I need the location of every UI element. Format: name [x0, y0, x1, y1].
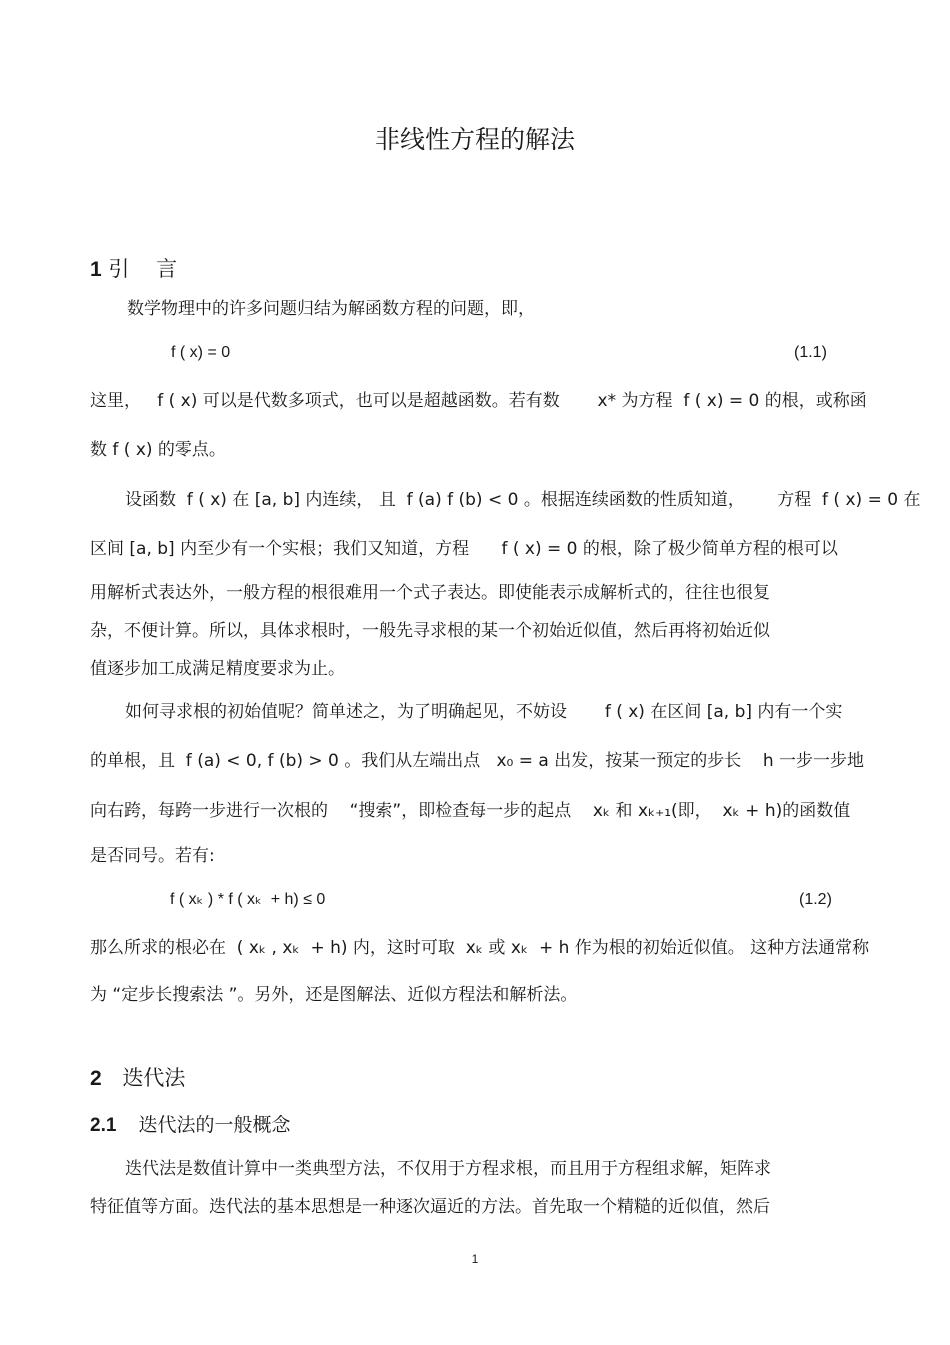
paragraph-line: 如何寻求根的初始值呢？简单述之，为了明确起见，不妨设 f ( x) 在区间 [a, b] 内有一个实 — [125, 702, 843, 722]
section-2-number: 2 — [90, 1067, 102, 1090]
paragraph-line: 特征值等方面。迭代法的基本思想是一种逐次逼近的方法。首先取一个精糙的近似值，然后 — [90, 1197, 770, 1217]
paragraph-line: 数学物理中的许多问题归结为解函数方程的问题，即， — [127, 299, 535, 319]
equation-1-number: (1.1) — [794, 344, 827, 361]
subsection-2-1-title: 迭代法的一般概念 — [138, 1114, 291, 1136]
section-2-title: 迭代法 — [122, 1066, 186, 1090]
paragraph-line: 设函数 f ( x) 在 [a, b] 内连续， 且 f (a) f (b) < 0 。根据连续函数的性质知道， 方程 f ( x) = 0 在 — [125, 490, 921, 510]
section-1-number: 1 — [90, 258, 102, 281]
section-1-title: 引 言 — [108, 257, 178, 281]
equation-2-number: (1.2) — [799, 891, 832, 908]
paragraph-line: 这里， f ( x) 可以是代数多项式，也可以是超越函数。若有数 x* 为方程 f ( x) = 0 的根，或称函 — [90, 391, 867, 411]
paragraph-line: 杂，不便计算。所以，具体求根时，一般先寻求根的某一个初始近似值，然后再将初始近似 — [90, 621, 770, 641]
paragraph-line: 数 f ( x) 的零点。 — [90, 440, 226, 460]
paragraph-line: 向右跨，每跨一步进行一次根的 “搜索”，即检查每一步的起点 xₖ 和 xₖ₊₁(即， xₖ + h)的函数值 — [90, 801, 851, 821]
subsection-2-1-number: 2.1 — [90, 1115, 117, 1136]
equation-2: f ( xₖ ) * f ( xₖ + h) ≤ 0 — [170, 891, 326, 908]
page-title: 非线性方程的解法 — [374, 125, 575, 154]
subsection-2-1-heading — [90, 1114, 290, 1137]
paragraph-line: 用解析式表达外，一般方程的根很难用一个式子表达。即使能表示成解析式的，往往也很复 — [90, 583, 770, 603]
paragraph-line: 为 “定步长搜索法 ”。另外，还是图解法、近似方程法和解析法。 — [90, 985, 578, 1005]
paragraph-line: 值逐步加工成满足精度要求为止。 — [90, 659, 345, 679]
paragraph-line: 的单根，且 f (a) < 0, f (b) > 0 。我们从左端出点 x₀ = a 出发，按某一预定的步长 h 一步一步地 — [90, 751, 865, 771]
paragraph-line: 区间 [a, b] 内至少有一个实根；我们又知道，方程 f ( x) = 0 的根，除了极少简单方程的根可以 — [90, 539, 838, 559]
page-number: 1 — [471, 1252, 479, 1266]
paragraph-line: 迭代法是数值计算中一类典型方法，不仅用于方程求根，而且用于方程组求解，矩阵求 — [125, 1159, 771, 1179]
paragraph-line: 是否同号。若有: — [90, 846, 215, 866]
paragraph-line: 那么所求的根必在 ( xₖ , xₖ + h) 内，这时可取 xₖ 或 xₖ + h 作为根的初始近似值。 这种方法通常称 — [90, 938, 870, 958]
section-1-heading — [90, 257, 177, 282]
equation-1: f ( x) = 0 — [171, 344, 231, 361]
section-2-heading — [90, 1066, 185, 1091]
